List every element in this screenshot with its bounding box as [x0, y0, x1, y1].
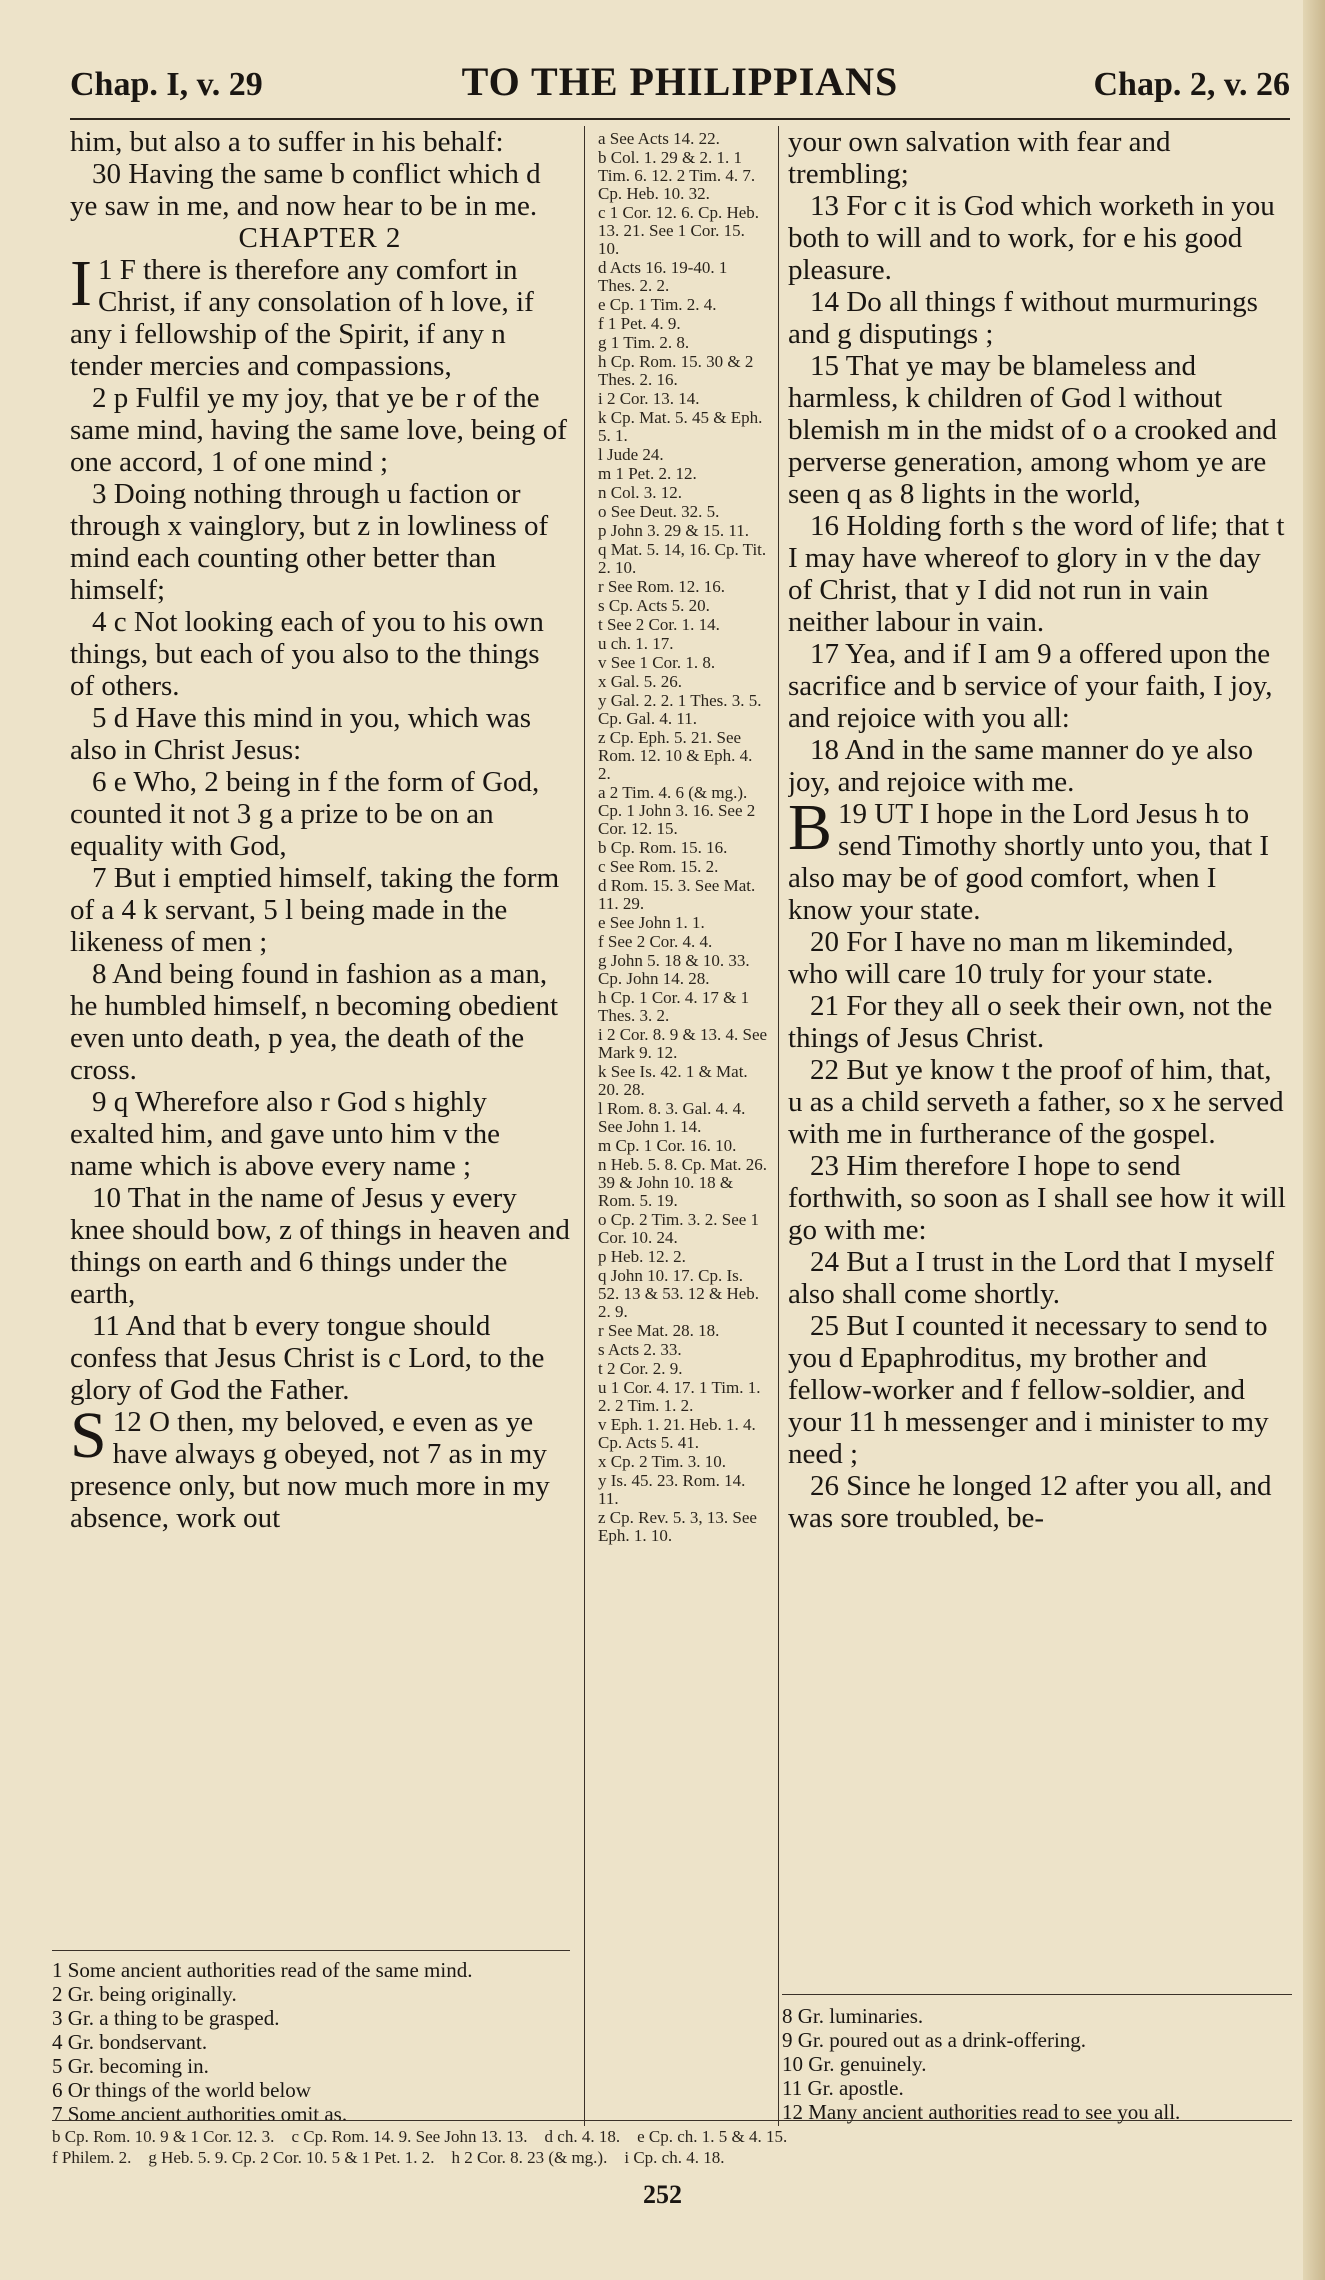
bottom-refs-line-2	[52, 2147, 1302, 2168]
cross-ref: k See Is. 42. 1 & Mat. 20. 28.	[598, 1062, 748, 1099]
cross-ref: p Heb. 12. 2.	[598, 1247, 686, 1266]
verse-22: 22 But ye know t the proof of him, that, u as a child serveth a father, so x he served with me in furtherance of the gospel.	[788, 1054, 1284, 1150]
cross-ref: b Cp. Rom. 15. 16.	[598, 838, 728, 857]
footnote: 7 Some ancient authorities omit as.	[52, 2102, 348, 2126]
verse-5: 5 d Have this mind in you, which was also in Christ Jesus:	[70, 702, 531, 766]
verse-16: 16 Holding forth s the word of life; that t I may have whereof to glory in v the day of Christ, that y I did not run in vain neither labour in vain.	[788, 510, 1285, 638]
footnote: 1 Some ancient authorities read of the same mind.	[52, 1958, 473, 1982]
cross-ref: l Jude 24.	[598, 445, 664, 464]
cross-ref: y Is. 45. 23. Rom. 14. 11.	[598, 1471, 746, 1508]
verse-12-text: O then, my beloved, e even as ye have always g obeyed, not 7 as in my presence only, but now much more in my absence, work out	[70, 1406, 550, 1534]
column-divider-left	[584, 126, 585, 2126]
cross-ref: y Gal. 2. 2. 1 Thes. 3. 5. Cp. Gal. 4. 11.	[598, 691, 762, 728]
verse-2: 2 p Fulfil ye my joy, that ye be r of the same mind, having the same love, being of one accord, 1 of one mind ;	[70, 382, 567, 478]
verse-12	[70, 1399, 570, 1534]
chapter-title: CHAPTER 2	[238, 222, 402, 254]
cross-ref: f 1 Pet. 4. 9.	[598, 314, 681, 333]
cross-ref: n Heb. 5. 8. Cp. Mat. 26. 39 & John 10. 18 & Rom. 5. 19.	[598, 1155, 768, 1210]
verse-26: 26 Since he longed 12 after you all, and was sore troubled, be-	[788, 1470, 1272, 1534]
bottom-ref: d ch. 4. 18.	[544, 2127, 621, 2146]
cross-ref: q Mat. 5. 14, 16. Cp. Tit. 2. 10.	[598, 540, 767, 577]
cross-ref: a See Acts 14. 22.	[598, 130, 720, 148]
footnote: 3 Gr. a thing to be grasped.	[52, 2006, 280, 2030]
cross-ref: q John 10. 17. Cp. Is. 52. 13 & 53. 12 & Heb. 2. 9.	[598, 1266, 760, 1321]
verse-12-continuation: your own salvation with fear and trembling;	[788, 126, 1171, 190]
footnote: 6 Or things of the world below	[52, 2078, 311, 2102]
cross-ref: p John 3. 29 & 15. 11.	[598, 521, 749, 540]
verse-11: 11 And that b every tongue should confess that Jesus Christ is c Lord, to the glory of God the Father.	[70, 1310, 545, 1406]
cross-ref: g 1 Tim. 2. 8.	[598, 333, 690, 352]
verse-30: 30 Having the same b conflict which d ye saw in me, and now hear to be in me.	[70, 158, 541, 222]
bottom-ref: h 2 Cor. 8. 23 (& mg.).	[451, 2148, 608, 2167]
bottom-ref: c Cp. Rom. 14. 9. See John 13. 13.	[291, 2127, 528, 2146]
footnote-rule-right	[782, 1994, 1292, 1995]
verse-15: 15 That ye may be blameless and harmless, k children of God l without blemish m in the midst of o a crooked and perverse generation, among whom ye are seen q as 8 lights in the world,	[788, 350, 1277, 510]
verse-14: 14 Do all things f without murmurings and g disputings ;	[788, 286, 1258, 350]
verse-4: 4 c Not looking each of you to his own things, but each of you also to the things of others.	[70, 606, 544, 702]
page-edge-shadow	[1303, 0, 1325, 2280]
verse-7: 7 But i emptied himself, taking the form of a 4 k servant, 5 l being made in the likeness of men ;	[70, 862, 560, 958]
verse-12-dropcap: S	[70, 1399, 107, 1472]
verse-25: 25 But I counted it necessary to send to you d Epaphroditus, my brother and fellow-worker and f fellow-soldier, and your 11 h messenger and i minister to my need ;	[788, 1310, 1269, 1470]
cross-ref: e Cp. 1 Tim. 2. 4.	[598, 295, 717, 314]
verse-13: 13 For c it is God which worketh in you both to will and to work, for e his good pleasure.	[788, 190, 1275, 286]
cross-ref: a 2 Tim. 4. 6 (& mg.). Cp. 1 John 3. 16. See 2 Cor. 12. 15.	[598, 783, 756, 838]
cross-ref: l Rom. 8. 3. Gal. 4. 4. See John 1. 14.	[598, 1099, 746, 1136]
cross-ref: x Gal. 5. 26.	[598, 672, 683, 691]
footnote: 4 Gr. bondservant.	[52, 2030, 208, 2054]
verse-1-text: F there is therefore any comfort in Christ, if any consolation of h love, if any i fellowship of the Spirit, if any n tender mercies and compassions,	[70, 254, 534, 382]
bottom-cross-references	[52, 2126, 1302, 2168]
verse-20: 20 For I have no man m likeminded, who will care 10 truly for your state.	[788, 926, 1234, 990]
cross-ref: e See John 1. 1.	[598, 913, 705, 932]
footnote: 5 Gr. becoming in.	[52, 2054, 209, 2078]
cross-ref: m Cp. 1 Cor. 16. 10.	[598, 1136, 737, 1155]
footnote-rule-left	[52, 1950, 570, 1951]
cross-ref: k Cp. Mat. 5. 45 & Eph. 5. 1.	[598, 408, 763, 445]
left-text-column	[70, 126, 570, 1936]
cross-ref: r See Mat. 28. 18.	[598, 1321, 720, 1340]
cross-ref: b Col. 1. 29 & 2. 1. 1 Tim. 6. 12. 2 Tim. 4. 7. Cp. Heb. 10. 32.	[598, 148, 756, 203]
cross-ref: h Cp. 1 Cor. 4. 17 & 1 Thes. 3. 2.	[598, 988, 750, 1025]
header-book-title: TO THE PHILIPPIANS	[461, 59, 899, 104]
bottom-ref: e Cp. ch. 1. 5 & 4. 15.	[637, 2127, 788, 2146]
verse-10: 10 That in the name of Jesus y every knee should bow, z of things in heaven and things on earth and 6 things under the earth,	[70, 1182, 570, 1310]
verse-19-text: UT I hope in the Lord Jesus h to send Timothy shortly unto you, that I also may be of good comfort, when I know your state.	[788, 798, 1270, 926]
footnote: 2 Gr. being originally.	[52, 1982, 237, 2006]
cross-ref: c See Rom. 15. 2.	[598, 857, 719, 876]
bottom-ref: g Heb. 5. 9. Cp. 2 Cor. 10. 5 & 1 Pet. 1. 2.	[148, 2148, 435, 2167]
cross-ref: s Acts 2. 33.	[598, 1340, 682, 1359]
bottom-ref: i Cp. ch. 4. 18.	[624, 2148, 725, 2167]
cross-ref: g John 5. 18 & 10. 33. Cp. John 14. 28.	[598, 951, 750, 988]
cross-ref: i 2 Cor. 8. 9 & 13. 4. See Mark 9. 12.	[598, 1025, 768, 1062]
cross-ref: v Eph. 1. 21. Heb. 1. 4. Cp. Acts 5. 41.	[598, 1415, 756, 1452]
verse-continuation: him, but also a to suffer in his behalf:	[70, 126, 504, 158]
bottom-refs-rule	[52, 2120, 1292, 2121]
verse-6: 6 e Who, 2 being in f the form of God, counted it not 3 g a prize to be on an equality with God,	[70, 766, 540, 862]
bottom-refs-line-1	[52, 2126, 1302, 2147]
footnote: 12 Many ancient authorities read to see you all.	[782, 2100, 1181, 2124]
verse-8: 8 And being found in fashion as a man, he humbled himself, n becoming obedient even unto death, p yea, the death of the cross.	[70, 958, 559, 1086]
cross-ref: h Cp. Rom. 15. 30 & 2 Thes. 2. 16.	[598, 352, 754, 389]
cross-ref: c 1 Cor. 12. 6. Cp. Heb. 13. 21. See 1 Cor. 15. 10.	[598, 203, 760, 258]
verse-1-number: 1	[97, 254, 113, 286]
verse-19	[788, 791, 1288, 926]
verse-9: 9 q Wherefore also r God s highly exalted him, and gave unto him v the name which is above every name ;	[70, 1086, 501, 1182]
cross-ref: z Cp. Eph. 5. 21. See Rom. 12. 10 & Eph. 4. 2.	[598, 728, 753, 783]
cross-ref: o Cp. 2 Tim. 3. 2. See 1 Cor. 10. 24.	[598, 1210, 760, 1247]
bottom-ref: b Cp. Rom. 10. 9 & 1 Cor. 12. 3.	[52, 2127, 275, 2146]
header-rule	[70, 118, 1290, 120]
running-header	[70, 58, 1290, 118]
cross-ref: i 2 Cor. 13. 14.	[598, 389, 700, 408]
verse-17: 17 Yea, and if I am 9 a offered upon the sacrifice and b service of your faith, I joy, and rejoice with you all:	[788, 638, 1273, 734]
header-chapter-end: Chap. 2, v. 26	[1093, 66, 1290, 103]
cross-ref: t 2 Cor. 2. 9.	[598, 1359, 683, 1378]
cross-ref: n Col. 3. 12.	[598, 483, 683, 502]
cross-ref: z Cp. Rev. 5. 3, 13. See Eph. 1. 10.	[598, 1508, 757, 1545]
verse-18: 18 And in the same manner do ye also joy, and rejoice with me.	[788, 734, 1253, 798]
cross-ref: u ch. 1. 17.	[598, 634, 674, 653]
verse-19-dropcap: B	[788, 791, 833, 864]
verse-12-number: 12	[112, 1406, 142, 1438]
bottom-ref: f Philem. 2.	[52, 2148, 132, 2167]
cross-ref: v See 1 Cor. 1. 8.	[598, 653, 716, 672]
verse-19-number: 19	[838, 798, 868, 830]
footnote: 8 Gr. luminaries.	[782, 2004, 924, 2028]
cross-ref: u 1 Cor. 4. 17. 1 Tim. 1. 2. 2 Tim. 1. 2.	[598, 1378, 761, 1415]
right-text-column	[788, 126, 1288, 1956]
footnotes-left	[52, 1958, 570, 2126]
verse-21: 21 For they all o seek their own, not the things of Jesus Christ.	[788, 990, 1273, 1054]
cross-reference-column	[598, 130, 768, 2120]
cross-ref: o See Deut. 32. 5.	[598, 502, 720, 521]
verse-1-dropcap: I	[70, 247, 92, 320]
footnote: 10 Gr. genuinely.	[782, 2052, 927, 2076]
cross-ref: d Rom. 15. 3. See Mat. 11. 29.	[598, 876, 756, 913]
verse-3: 3 Doing nothing through u faction or through x vainglory, but z in lowliness of mind each counting other better than himself;	[70, 478, 549, 606]
verse-1	[70, 247, 570, 382]
column-divider-right	[778, 126, 779, 2126]
cross-ref: x Cp. 2 Tim. 3. 10.	[598, 1452, 727, 1471]
page-number: 252	[643, 2180, 682, 2209]
footnote: 9 Gr. poured out as a drink-offering.	[782, 2028, 1087, 2052]
cross-ref: d Acts 16. 19-40. 1 Thes. 2. 2.	[598, 258, 728, 295]
verse-23: 23 Him therefore I hope to send forthwith, so soon as I shall see how it will go with me:	[788, 1150, 1286, 1246]
footnotes-right	[782, 2004, 1292, 2124]
cross-ref: r See Rom. 12. 16.	[598, 577, 726, 596]
header-chapter-start: Chap. I, v. 29	[70, 66, 263, 103]
cross-ref: s Cp. Acts 5. 20.	[598, 596, 710, 615]
cross-ref: t See 2 Cor. 1. 14.	[598, 615, 720, 634]
cross-ref: m 1 Pet. 2. 12.	[598, 464, 697, 483]
cross-ref: f See 2 Cor. 4. 4.	[598, 932, 713, 951]
verse-24: 24 But a I trust in the Lord that I myself also shall come shortly.	[788, 1246, 1274, 1310]
footnote: 11 Gr. apostle.	[782, 2076, 904, 2100]
